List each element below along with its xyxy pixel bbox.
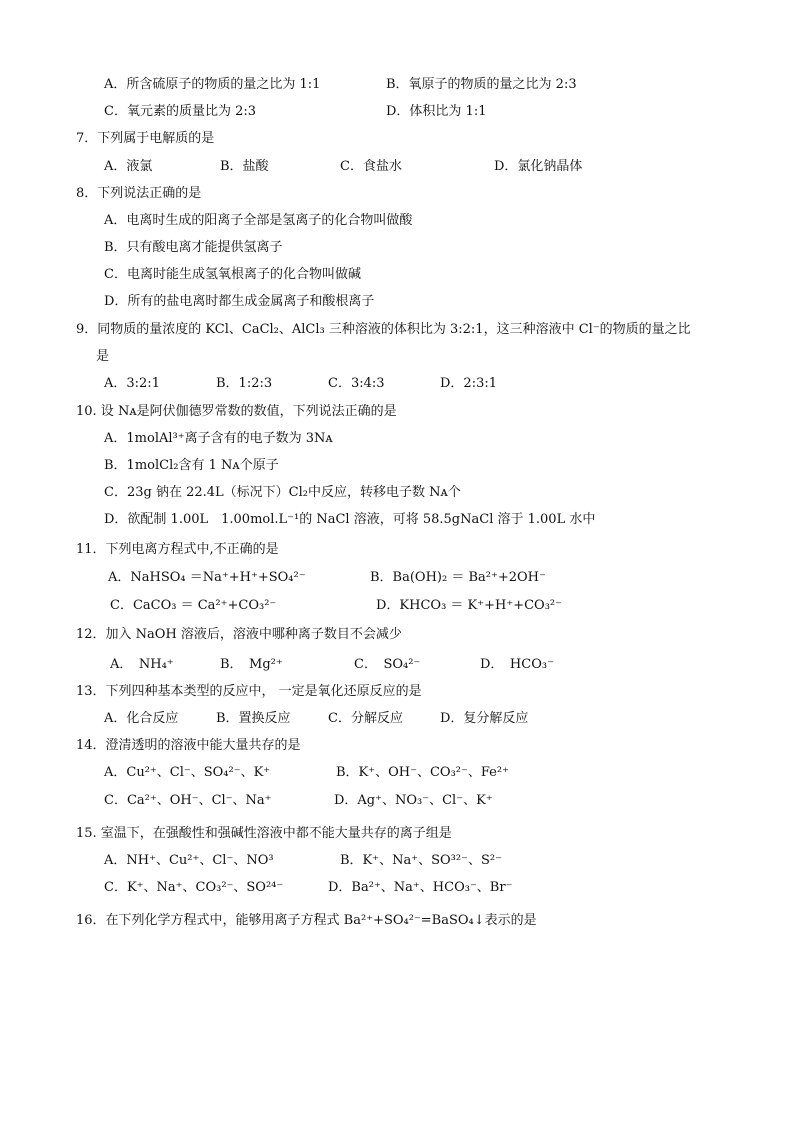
q15-stem: 15. 室温下，在强酸性和强碱性溶液中都不能大量共存的离子组是 [76, 826, 452, 841]
q7-option-b: B．盐酸 [220, 159, 269, 174]
q6-option-c: C．氧元素的质量比为 2:3 [104, 104, 257, 119]
q9-option-d: D．2:3:1 [440, 376, 497, 391]
q7-stem: 7．下列属于电解质的是 [76, 131, 215, 146]
q12-option-b: B． Mg²⁺ [220, 657, 283, 672]
q8-option-c: C．电离时能生成氢氧根离子的化合物叫做碱 [104, 267, 361, 282]
q8-option-d: D．所有的盐电离时都生成金属离子和酸根离子 [104, 294, 375, 309]
q9-stem-line-1: 9．同物质的量浓度的 KCl、CaCl₂、AlCl₃ 三种溶液的体积比为 3:2:1，这三种溶液中 Cl⁻的物质的量之比 [76, 322, 691, 337]
q13-stem: 13．下列四种基本类型的反应中， 一定是氧化还原反应的是 [76, 684, 422, 699]
q13-option-d: D．复分解反应 [440, 711, 529, 726]
q14-option-c: C．Ca²⁺、OH⁻、Cl⁻、Na⁺ [104, 793, 272, 808]
q11-option-d: D．KHCO₃ ＝ K⁺+H⁺+CO₃²⁻ [376, 598, 562, 613]
q8-option-a: A．电离时生成的阳离子全部是氢离子的化合物叫做酸 [104, 213, 413, 228]
q12-stem: 12．加入 NaOH 溶液后，溶液中哪种离子数目不会减少 [76, 627, 402, 642]
q10-option-d: D．欲配制 1.00L 1.00mol.L⁻¹的 NaCl 溶液，可将 58.5gNaCl 溶于 1.00L 水中 [104, 512, 596, 527]
q11-stem: 11．下列电离方程式中,不正确的是 [76, 542, 279, 557]
q13-option-c: C．分解反应 [328, 711, 403, 726]
q13-option-b: B．置换反应 [216, 711, 291, 726]
q14-option-d: D．Ag⁺、NO₃⁻、Cl⁻、K⁺ [334, 793, 493, 808]
q10-option-a: A．1molAl³⁺离子含有的电子数为 3Nᴀ [104, 431, 333, 446]
q11-option-a: A．NaHSO₄ ＝Na⁺+H⁺+SO₄²⁻ [108, 570, 306, 585]
q7-option-d: D．氯化钠晶体 [494, 159, 583, 174]
q15-option-a: A．NH⁺、Cu²⁺、Cl⁻、NO³ [104, 853, 274, 868]
q10-option-b: B．1molCl₂含有 1 Nᴀ个原子 [104, 458, 279, 473]
q14-option-b: B．K⁺、OH⁻、CO₃²⁻、Fe²⁺ [336, 765, 509, 780]
q9-stem-line-2: 是 [96, 349, 110, 364]
q11-option-b: B．Ba(OH)₂ ＝ Ba²⁺+2OH⁻ [370, 570, 546, 585]
q13-option-a: A．化合反应 [104, 711, 179, 726]
q14-option-a: A．Cu²⁺、Cl⁻、SO₄²⁻、K⁺ [104, 765, 271, 780]
q6-option-a: A．所含硫原子的物质的量之比为 1:1 [104, 77, 321, 92]
q12-option-c: C． SO₄²⁻ [354, 657, 421, 672]
q15-option-d: D．Ba²⁺、Na⁺、HCO₃⁻、Br⁻ [328, 880, 513, 895]
q15-option-b: B．K⁺、Na⁺、SO³²⁻、S²⁻ [340, 853, 502, 868]
q8-stem: 8．下列说法正确的是 [76, 186, 202, 201]
q11-option-c: C．CaCO₃ ＝ Ca²⁺+CO₃²⁻ [110, 598, 277, 613]
q12-option-a: A． NH₄⁺ [110, 657, 174, 672]
q10-option-c: C．23g 钠在 22.4L（标况下）Cl₂中反应，转移电子数 Nᴀ个 [104, 485, 461, 500]
q7-option-a: A．液氯 [104, 159, 153, 174]
q12-option-d: D． HCO₃⁻ [480, 657, 554, 672]
q9-option-c: C．3:4:3 [328, 376, 385, 391]
q9-option-b: B．1:2:3 [216, 376, 273, 391]
q14-stem: 14．澄清透明的溶液中能大量共存的是 [76, 738, 301, 753]
q16-stem: 16．在下列化学方程式中，能够用离子方程式 Ba²⁺+SO₄²⁻=BaSO₄↓表示的是 [76, 913, 537, 928]
q6-option-b: B．氧原子的物质的量之比为 2:3 [386, 77, 577, 92]
q15-option-c: C．K⁺、Na⁺、CO₃²⁻、SO²⁴⁻ [104, 880, 284, 895]
q7-option-c: C．食盐水 [340, 159, 402, 174]
q8-option-b: B．只有酸电离才能提供氢离子 [104, 240, 283, 255]
q9-option-a: A．3:2:1 [104, 376, 160, 391]
q10-stem: 10. 设 Nᴀ是阿伏伽德罗常数的数值，下列说法正确的是 [76, 404, 397, 419]
q6-option-d: D．体积比为 1:1 [386, 104, 487, 119]
